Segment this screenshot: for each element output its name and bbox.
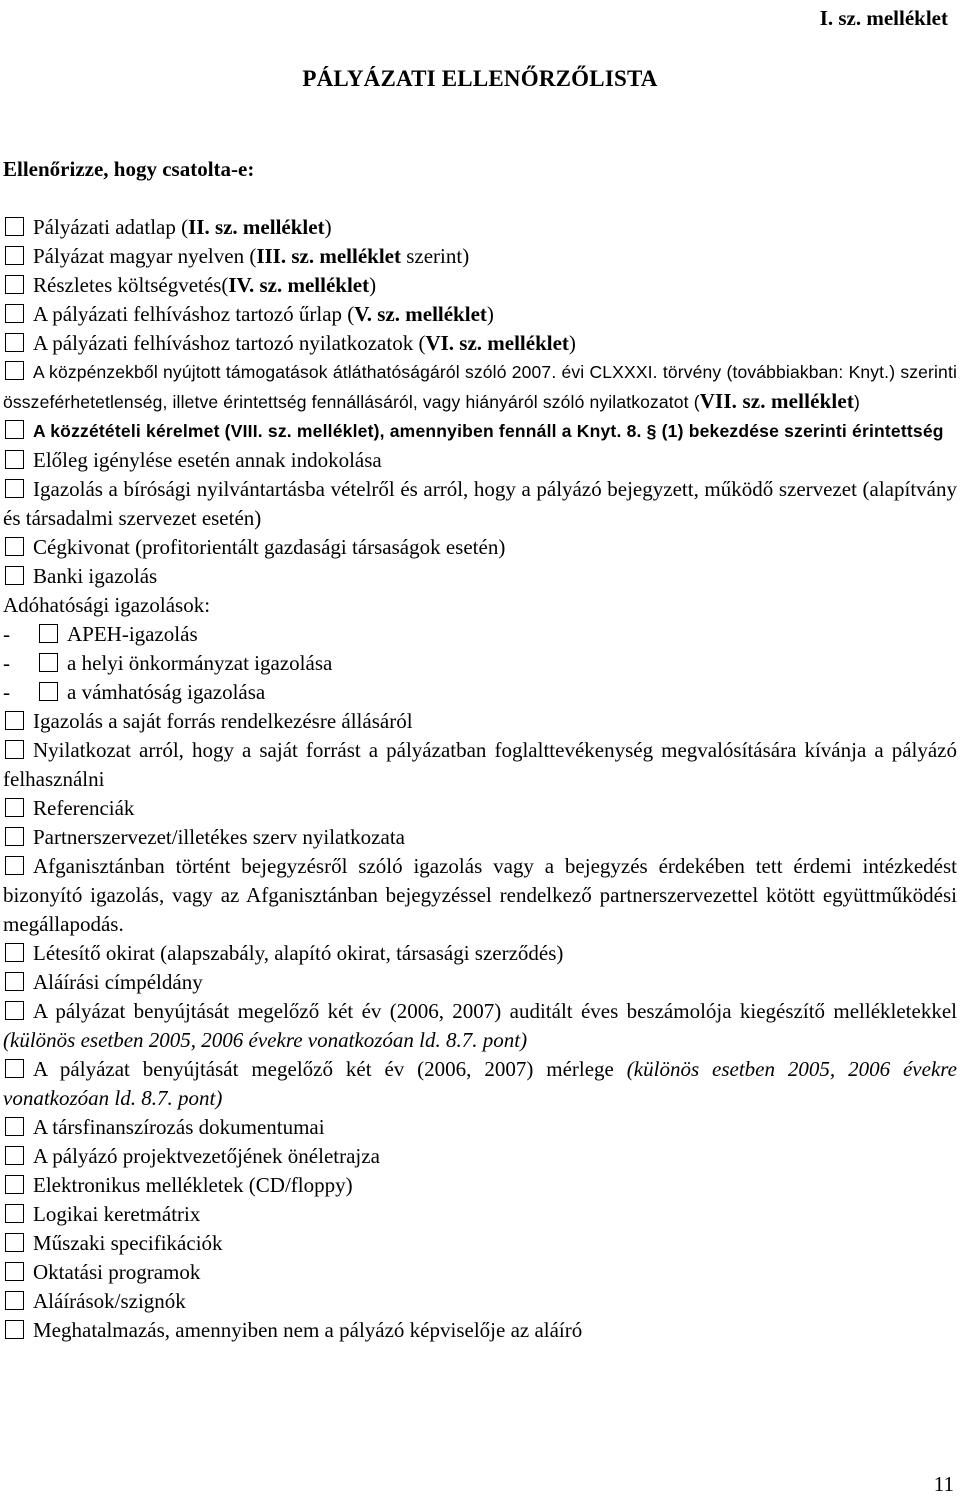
item-text: Előleg igénylése esetén annak indokolása [33,448,382,472]
item-text: A pályázat benyújtását megelőző két év (2006, 2007) mérlege [33,1057,627,1081]
item-text: A pályázati felhíváshoz tartozó űrlap ( [33,302,355,326]
item-text: Banki igazolás [33,564,158,588]
checkbox[interactable] [5,537,24,556]
list-item [3,1171,957,1200]
list-item [3,649,957,678]
list-item [3,823,957,852]
item-text: ) [486,302,494,326]
checkbox[interactable] [5,711,24,730]
item-text: APEH-igazolás [67,622,198,646]
list-item [3,213,957,242]
item-text: Meghatalmazás, amennyiben nem a pályázó képviselője az aláíró [33,1318,583,1342]
checkbox[interactable] [5,1291,24,1310]
list-item [3,968,957,997]
item-text: Afganisztánban történt bejegyzésről szóló igazolás vagy a bejegyzés érdekében tett érdemi intézkedést bizonyító igazolás, vagy az Afganisztánban bejegyzéssel rendelkező partnerszervezettel kötött együttműködési megállapodás. [3,854,957,936]
item-note: (különös esetben 2005, 2006 évekre vonatkozóan ld. 8.7. pont) [3,1028,528,1052]
checkbox[interactable] [5,1001,24,1020]
list-item [3,997,957,1055]
list-item [3,1200,957,1229]
list-item [3,475,957,533]
list-item [3,852,957,939]
list-item [3,1316,957,1345]
item-text: Részletes költségvetés( [33,273,229,297]
list-item [3,1287,957,1316]
item-text: Nyilatkozat arról, hogy a saját forrást a pályázatban foglalttevékenység megvalósítására kívánja a pályázó felhasználni [3,738,957,791]
item-text: Oktatási programok [33,1260,201,1284]
checkbox[interactable] [5,333,24,352]
item-text: Aláírási címpéldány [33,970,203,994]
list-item [3,358,957,417]
item-text: A közzétételi kérelmet ( [33,421,231,441]
item-text: Pályázati adatlap ( [33,215,189,239]
list-item [3,300,957,329]
list-item [3,329,957,358]
list-item [3,736,957,794]
checkbox[interactable] [5,361,24,380]
list-item [3,417,957,446]
dash: - [3,651,10,675]
item-text: ) [854,392,861,412]
checkbox[interactable] [5,1262,24,1281]
checkbox[interactable] [5,566,24,585]
item-text: A pályázat benyújtását megelőző két év (2006, 2007) auditált éves beszámolója kiegészítő mellékletekkel [33,999,957,1023]
item-text: Pályázat magyar nyelven ( [33,244,257,268]
checkbox[interactable] [5,1117,24,1136]
list-item [3,707,957,736]
annex-ref: V. sz. melléklet [354,302,487,326]
item-text: ) [324,215,332,239]
annex-ref: IV. sz. melléklet [228,273,370,297]
item-text: a helyi önkormányzat igazolása [67,651,333,675]
list-item [3,939,957,968]
checkbox[interactable] [5,246,24,265]
item-text: Igazolás a saját forrás rendelkezésre állásáról [33,709,413,733]
checkbox[interactable] [5,856,24,875]
list-item [3,1258,957,1287]
checkbox[interactable] [39,624,58,643]
checklist [3,213,957,1345]
annex-ref: VIII. sz. melléklet), amennyiben fennáll a Knyt. 8. § (1) bekezdése szerinti érintettség [230,421,944,441]
list-item [3,271,957,300]
item-text: Adóhatósági igazolások: [3,593,211,617]
item-text: A közpénzekből nyújtott támogatások átláthatóságáról szóló 2007. évi CLXXXI. törvény (továbbiakban: Knyt.) szerinti összeférhetetlenség, illetve érintettség fennállásáról, vagy hiányáról szóló nyilatkozatot ( [3,362,957,412]
item-text: szerint) [400,244,470,268]
list-item [3,794,957,823]
checkbox[interactable] [5,1059,24,1078]
item-text: A pályázó projektvezetőjének önéletrajza [33,1144,380,1168]
page-title: PÁLYÁZATI ELLENŐRZŐLISTA [302,66,658,91]
item-text: Igazolás a bírósági nyilvántartásba vételről és arról, hogy a pályázó bejegyzett, működő szervezet (alapítvány és társadalmi szervezet esetén) [3,477,957,530]
annex-ref: VI. sz. melléklet [425,331,569,355]
list-item [3,1055,957,1113]
page-number: 11 [933,1472,954,1496]
checkbox[interactable] [5,275,24,294]
annex-ref: VII. sz. melléklet [699,389,855,413]
checkbox[interactable] [5,798,24,817]
item-text: Partnerszervezet/illetékes szerv nyilatkozata [33,825,405,849]
annex-ref: III. sz. melléklet [256,244,401,268]
annex-label: I. sz. melléklet [819,6,948,30]
item-text: Cégkivonat (profitorientált gazdasági társaságok esetén) [33,535,506,559]
item-text: Logikai keretmátrix [33,1202,201,1226]
list-item [3,620,957,649]
item-text: Aláírások/szignók [33,1289,186,1313]
list-item [3,1142,957,1171]
list-item [3,446,957,475]
checkbox[interactable] [5,740,24,759]
checkbox[interactable] [5,217,24,236]
checkbox[interactable] [39,682,58,701]
item-text: a vámhatóság igazolása [67,680,266,704]
checkbox[interactable] [5,479,24,498]
item-text: A társfinanszírozás dokumentumai [33,1115,325,1139]
dash: - [3,680,10,704]
annex-ref: II. sz. melléklet [188,215,325,239]
item-text: Létesítő okirat (alapszabály, alapító okirat, társasági szerződés) [33,941,564,965]
list-item [3,1113,957,1142]
checkbox[interactable] [5,1233,24,1252]
item-text: Referenciák [33,796,135,820]
checkbox[interactable] [5,827,24,846]
item-text: A pályázati felhíváshoz tartozó nyilatkozatok ( [33,331,426,355]
list-item [3,678,957,707]
item-text: Műszaki specifikációk [33,1231,223,1255]
item-note: (különös esetben 2005, 2006 évekre vonatkozóan ld. 8.7. pont) [3,1057,957,1110]
list-item [3,1229,957,1258]
list-item [3,242,957,271]
section-label [3,591,957,620]
list-item [3,533,957,562]
checkbox[interactable] [5,943,24,962]
checkbox[interactable] [5,1175,24,1194]
checkbox[interactable] [39,653,58,672]
checkbox[interactable] [5,450,24,469]
checkbox[interactable] [5,304,24,323]
checkbox[interactable] [5,1146,24,1165]
intro-text: Ellenőrizze, hogy csatolta-e: [3,157,255,181]
list-item [3,562,957,591]
item-text: ) [568,331,576,355]
checkbox[interactable] [5,1204,24,1223]
item-text: ) [369,273,377,297]
checkbox[interactable] [5,1320,24,1339]
item-text: Elektronikus mellékletek (CD/floppy) [33,1173,353,1197]
checkbox[interactable] [5,972,24,991]
dash: - [3,622,10,646]
checkbox[interactable] [5,420,24,439]
